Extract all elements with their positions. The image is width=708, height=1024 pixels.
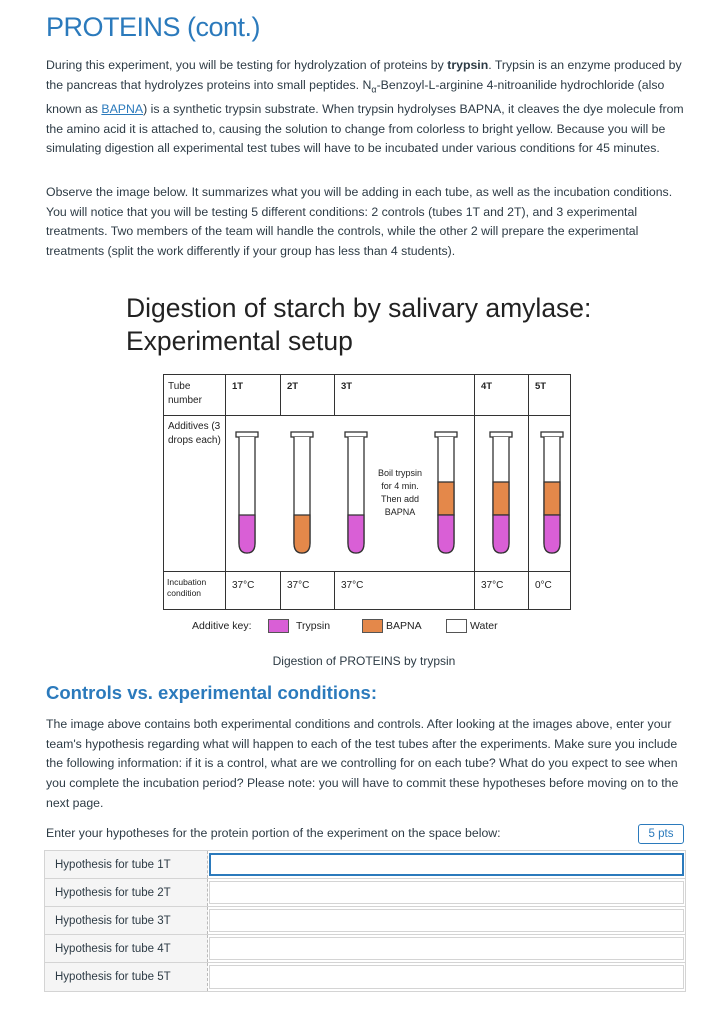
- tube-2t: [291, 432, 313, 553]
- figure-caption: Digestion of PROTEINS by trypsin: [272, 654, 456, 668]
- tube-3t-boiled: [435, 432, 457, 553]
- points-badge: 5 pts: [638, 824, 684, 844]
- row-label-additives: Additives (3 drops each): [168, 421, 221, 446]
- bapna-swatch: [362, 619, 383, 633]
- hypothesis-label-5t: Hypothesis for tube 5T: [45, 963, 208, 991]
- hypotheses-prompt: Enter your hypotheses for the protein portion of the experiment on the space below:: [46, 826, 501, 840]
- hypothesis-label-1t: Hypothesis for tube 1T: [45, 851, 208, 878]
- incubation-4t: 37°C: [481, 580, 504, 591]
- page-title: PROTEINS (cont.): [46, 12, 261, 42]
- section-heading: Controls vs. experimental conditions:: [46, 682, 378, 703]
- trypsin-swatch: [268, 619, 289, 633]
- hypothesis-input-1t[interactable]: [209, 853, 684, 876]
- tube-label-2t: 2T: [287, 381, 299, 392]
- water-swatch: [446, 619, 467, 633]
- row-label-tube-number: Tube number: [168, 381, 202, 406]
- hypothesis-row-1t: [45, 851, 685, 879]
- hypothesis-label-2t: Hypothesis for tube 2T: [45, 879, 208, 906]
- figure-title: Digestion of starch by salivary amylase: Experimental setup: [126, 293, 592, 356]
- tube-1t: [236, 432, 258, 553]
- tube-4t: [490, 432, 512, 553]
- incubation-2t: 37°C: [287, 580, 310, 591]
- tube-label-3t: 3T: [341, 381, 353, 392]
- hypothesis-row-5t: [45, 963, 685, 991]
- additive-key-label: Additive key:: [192, 620, 252, 632]
- bapna-link[interactable]: BAPNA: [101, 101, 144, 116]
- tube-label-5t: 5T: [535, 381, 547, 392]
- tube-label-4t: 4T: [481, 381, 493, 392]
- hypothesis-input-3t[interactable]: [209, 909, 684, 932]
- intro-paragraph-2: Observe the image below. It summarizes what you will be adding in each tube, as well as the incubation conditions. You will notice that you will be testing 5 different conditions: 2 controls (tubes 1T and 2T), and 3 experimental treatments. Two members of the team will handle the controls, while the other 2 will prepare the experimental treatments (split the work differently if your group has less than 4 students).: [46, 185, 673, 259]
- hypothesis-label-4t: Hypothesis for tube 4T: [45, 935, 208, 962]
- hypothesis-input-2t[interactable]: [209, 881, 684, 904]
- tube-5t: [541, 432, 563, 553]
- hypothesis-input-5t[interactable]: [209, 965, 684, 989]
- tube-3t-note: Boil trypsin for 4 min. Then add BAPNA: [377, 468, 422, 517]
- hypothesis-label-3t: Hypothesis for tube 3T: [45, 907, 208, 934]
- section-text: The image above contains both experimental conditions and controls. After looking at the images above, enter your team's hypothesis regarding what will happen to each of the test tubes after the experiments. Make sure you include the following information: if it is a control, what are we controlling for on each tube? What do you expect to see when you complete the incubation period? Please note: you will have to commit these hypotheses before moving on to the next page.: [46, 717, 679, 810]
- incubation-5t: 0°C: [535, 580, 552, 591]
- test-tubes-drawing: [164, 375, 572, 611]
- key-bapna: BAPNA: [386, 620, 422, 632]
- hypothesis-row-4t: [45, 935, 685, 963]
- row-label-incubation: Incubation condition: [167, 577, 207, 598]
- hypothesis-input-4t[interactable]: [209, 937, 684, 960]
- experimental-setup-table: [163, 374, 571, 610]
- hypothesis-row-3t: [45, 907, 685, 935]
- intro-paragraph-1: During this experiment, you will be testing for hydrolyzation of proteins by trypsin. Trypsin is an enzyme produced by the pancreas that hydrolyzes proteins into small peptides. $N_\alpha-Benzoyl-L$-arginine 4-nitroanilide hydrochloride (also known as BAPNA) is a synthetic trypsin substrate. When trypsin hydrolyses BAPNA, it cleaves the dye molecule from the amino acid it is attached to, causing the solution to change from colorless to bright yellow. Because you will be simulating digestion all experimental test tubes will have to be incubated under various conditions for 45 minutes.: [46, 58, 684, 156]
- incubation-1t: 37°C: [232, 580, 255, 591]
- incubation-3t: 37°C: [341, 580, 364, 591]
- tube-label-1t: 1T: [232, 381, 244, 392]
- hypothesis-row-2t: [45, 879, 685, 907]
- key-trypsin: Trypsin: [296, 620, 331, 632]
- key-water: Water: [470, 620, 498, 632]
- hypotheses-table: [44, 850, 686, 992]
- tube-3t: [345, 432, 367, 553]
